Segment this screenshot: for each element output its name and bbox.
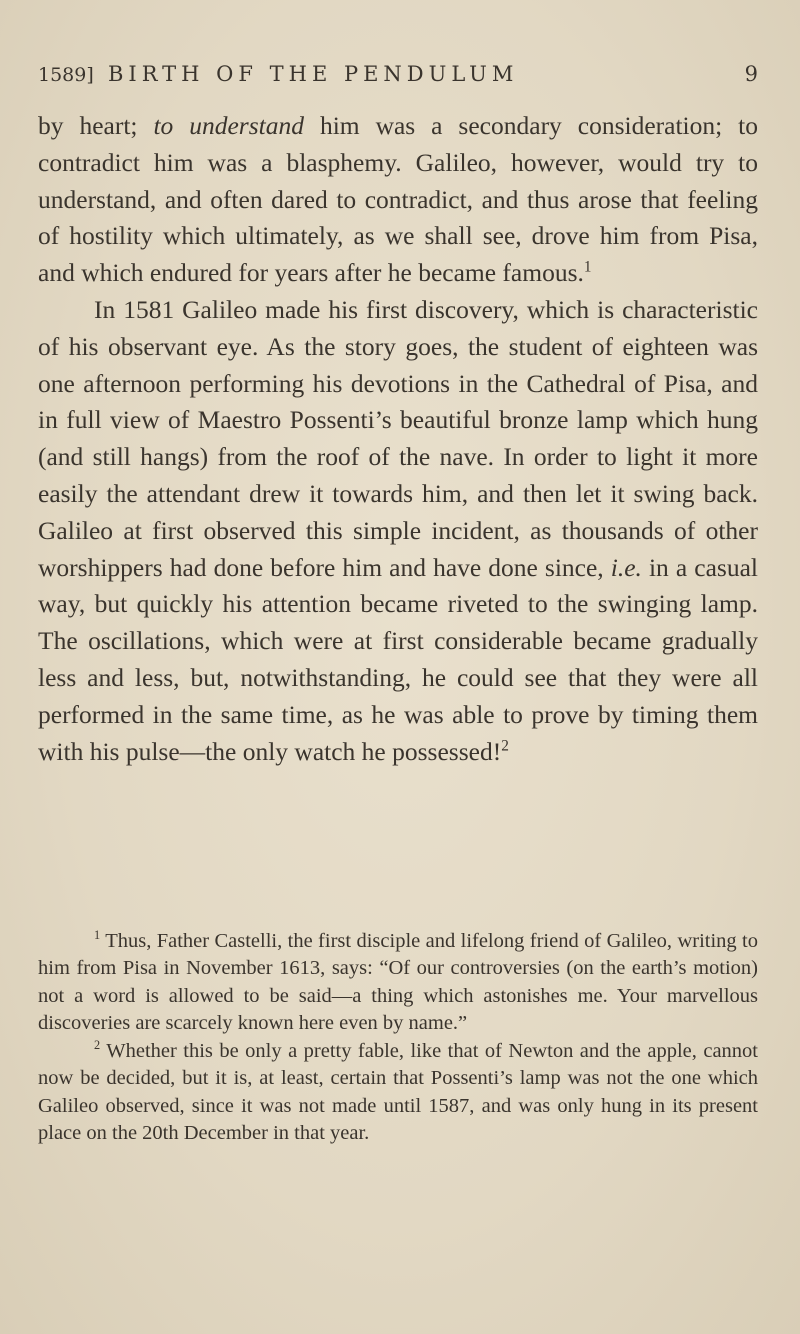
header-title: BIRTH OF THE PENDULUM — [108, 62, 519, 86]
body-text — [38, 108, 758, 770]
footnote-ref-1: 1 — [583, 258, 592, 276]
page-number: 9 — [744, 62, 758, 86]
paragraph-1: by heart; to understand him was a secondary consideration; to contradict him was a blasphemy. Galileo, however, would try to understand, and often dared to contradict, and thus arose that feeling of hostility which ultimately, as we shall see, drove him from Pisa, and which endured for years after he became famous.$^1$ — [38, 111, 758, 288]
paragraph-2: In 1581 Galileo made his first discovery, which is characteristic of his observant eye. As the story goes, the student of eighteen was one afternoon performing his devotions in the Cathedral of Pisa, and in full view of Maestro Possenti’s beautiful bronze lamp which hung (and still hangs) from the roof of the nave. In order to light it more easily the attendant drew it towards him, and then let it swing back. Galileo at first observed this simple incident, as thousands of other worshippers had done before him and have done since, i.e. in a casual way, but quickly his attention became riveted to the swinging lamp. The oscillations, which were at first considerable became gradually less and less, but, notwithstanding, he could see that they were all performed in the same time, as he was able to prove by timing them with his pulse—the only watch he possessed!$^2$ — [38, 294, 758, 766]
header-date: 1589] — [38, 64, 94, 86]
footnote-ref-2: 2 — [501, 737, 509, 755]
footnote-2: $^2$ Whether this be only a pretty fable, like that of Newton and the apple, cannot now be decided, but it is, at least, certain that Possenti’s lamp was not the one which Galileo observed, since it was not made until 1587, and was only hung in its present place on the 20th December in that year. — [38, 1038, 758, 1145]
running-header — [38, 60, 758, 96]
footnote-1: $^1$ Thus, Father Castelli, the first disciple and lifelong friend of Galileo, writing to him from Pisa in November 1613, says: “Of our controversies (on the earth’s motion) not a word is allowed to be said—a thing which astonishes me. Your marvellous discoveries are scarcely known here even by name.” — [38, 928, 758, 1035]
